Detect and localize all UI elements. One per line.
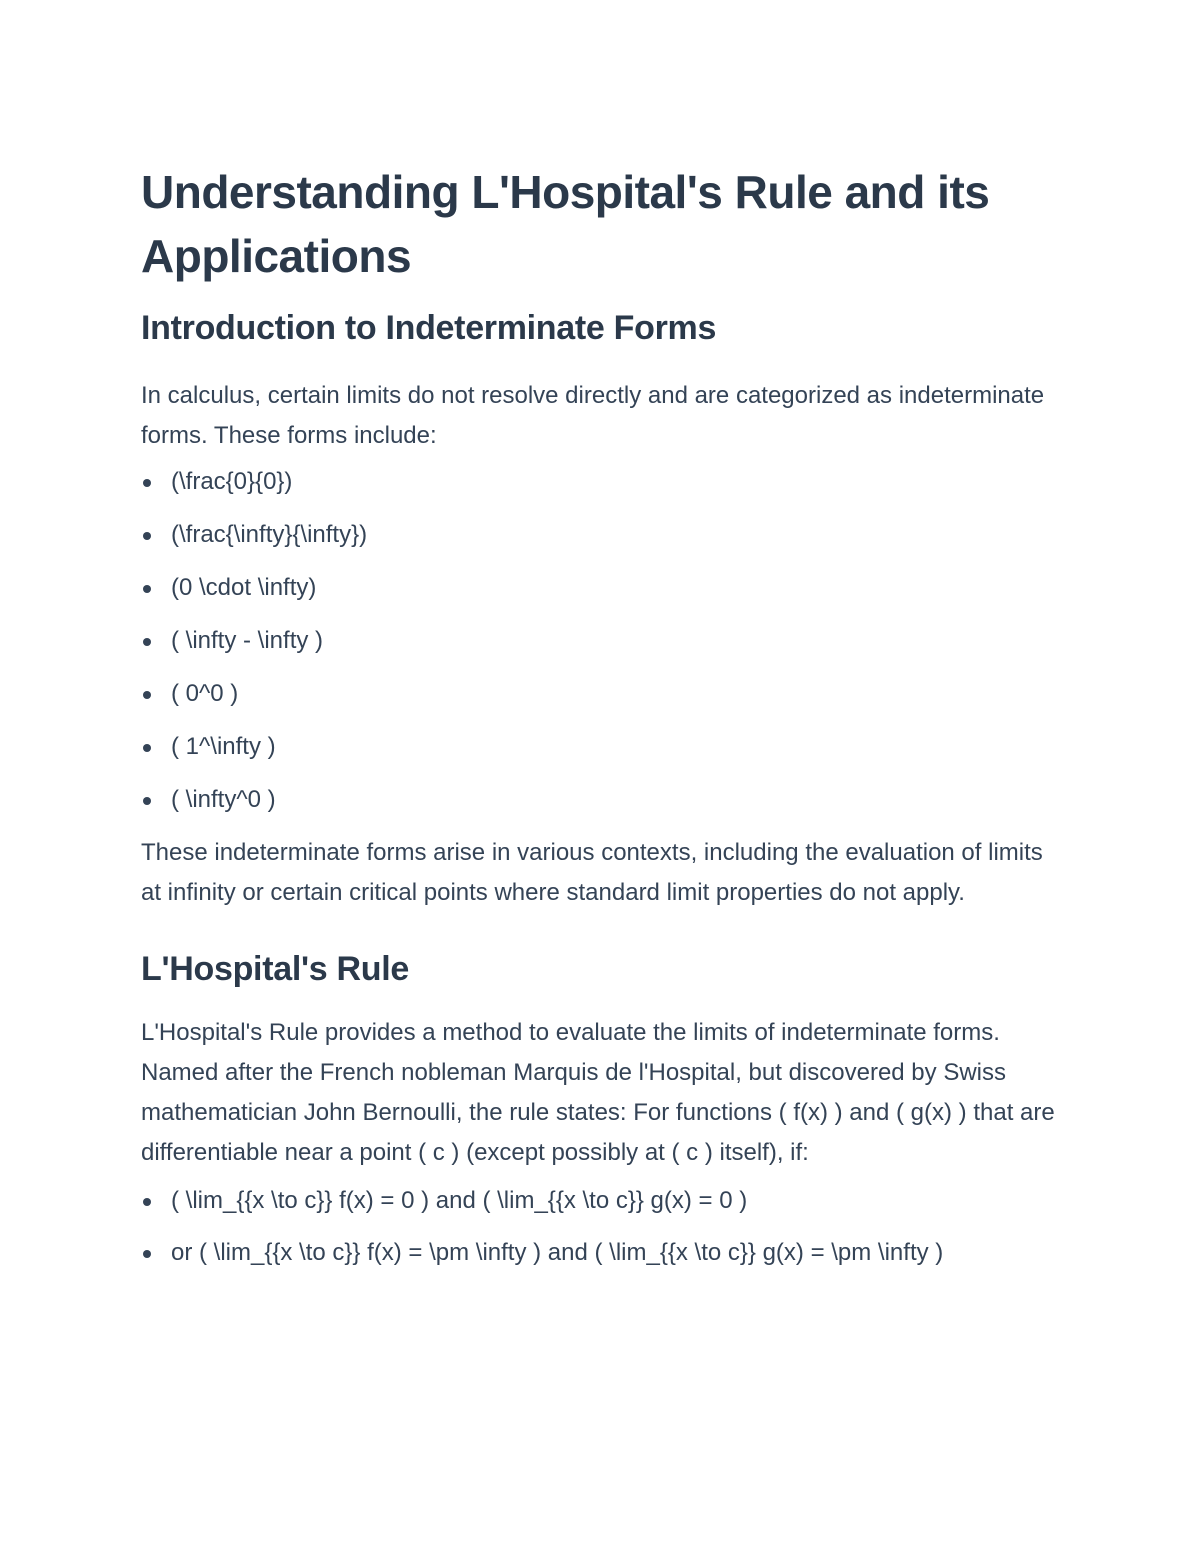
section-heading-lhospitals-rule: L'Hospital's Rule [141,950,409,988]
list-item: (0 \cdot \infty) [141,568,1061,608]
list-item: ( 1^\infty ) [141,727,1061,767]
indeterminate-forms-context: These indeterminate forms arise in various contexts, including the evaluation of limits at infinity or certain critical points where standard limit properties do not apply. [141,839,1043,906]
lhospitals-rule-intro: L'Hospital's Rule provides a method to evaluate the limits of indeterminate forms. Named after the French nobleman Marquis de l'Hospital, but discovered by Swiss mathematician John Bernoulli, the rule states: For functions ( f(x) ) and ( g(x) ) that are differentiable near a point ( c ) (except possibly at ( c ) itself), if: [141,1019,1055,1166]
indeterminate-forms-intro: In calculus, certain limits do not resolve directly and are categorized as indeterminate forms. These forms include: [141,382,1045,449]
list-item: (\frac{\infty}{\infty}) [141,515,1061,555]
list-item: ( \lim_{{x \to c}} f(x) = 0 ) and ( \lim_{{x \to c}} g(x) = 0 ) [141,1181,1061,1221]
indeterminate-forms-list [141,462,1061,820]
rule-conditions-list [141,1181,1061,1273]
section-heading-indeterminate-forms: Introduction to Indeterminate Forms [141,309,717,347]
list-item: ( 0^0 ) [141,674,1061,714]
list-item: ( \infty^0 ) [141,780,1061,820]
document-page [141,160,1061,1285]
list-item: ( \infty - \infty ) [141,621,1061,661]
page-title: Understanding L'Hospital's Rule and its Applications [141,166,990,282]
list-item: (\frac{0}{0}) [141,462,1061,502]
list-item: or ( \lim_{{x \to c}} f(x) = \pm \infty ) and ( \lim_{{x \to c}} g(x) = \pm \infty ) [141,1233,1061,1273]
